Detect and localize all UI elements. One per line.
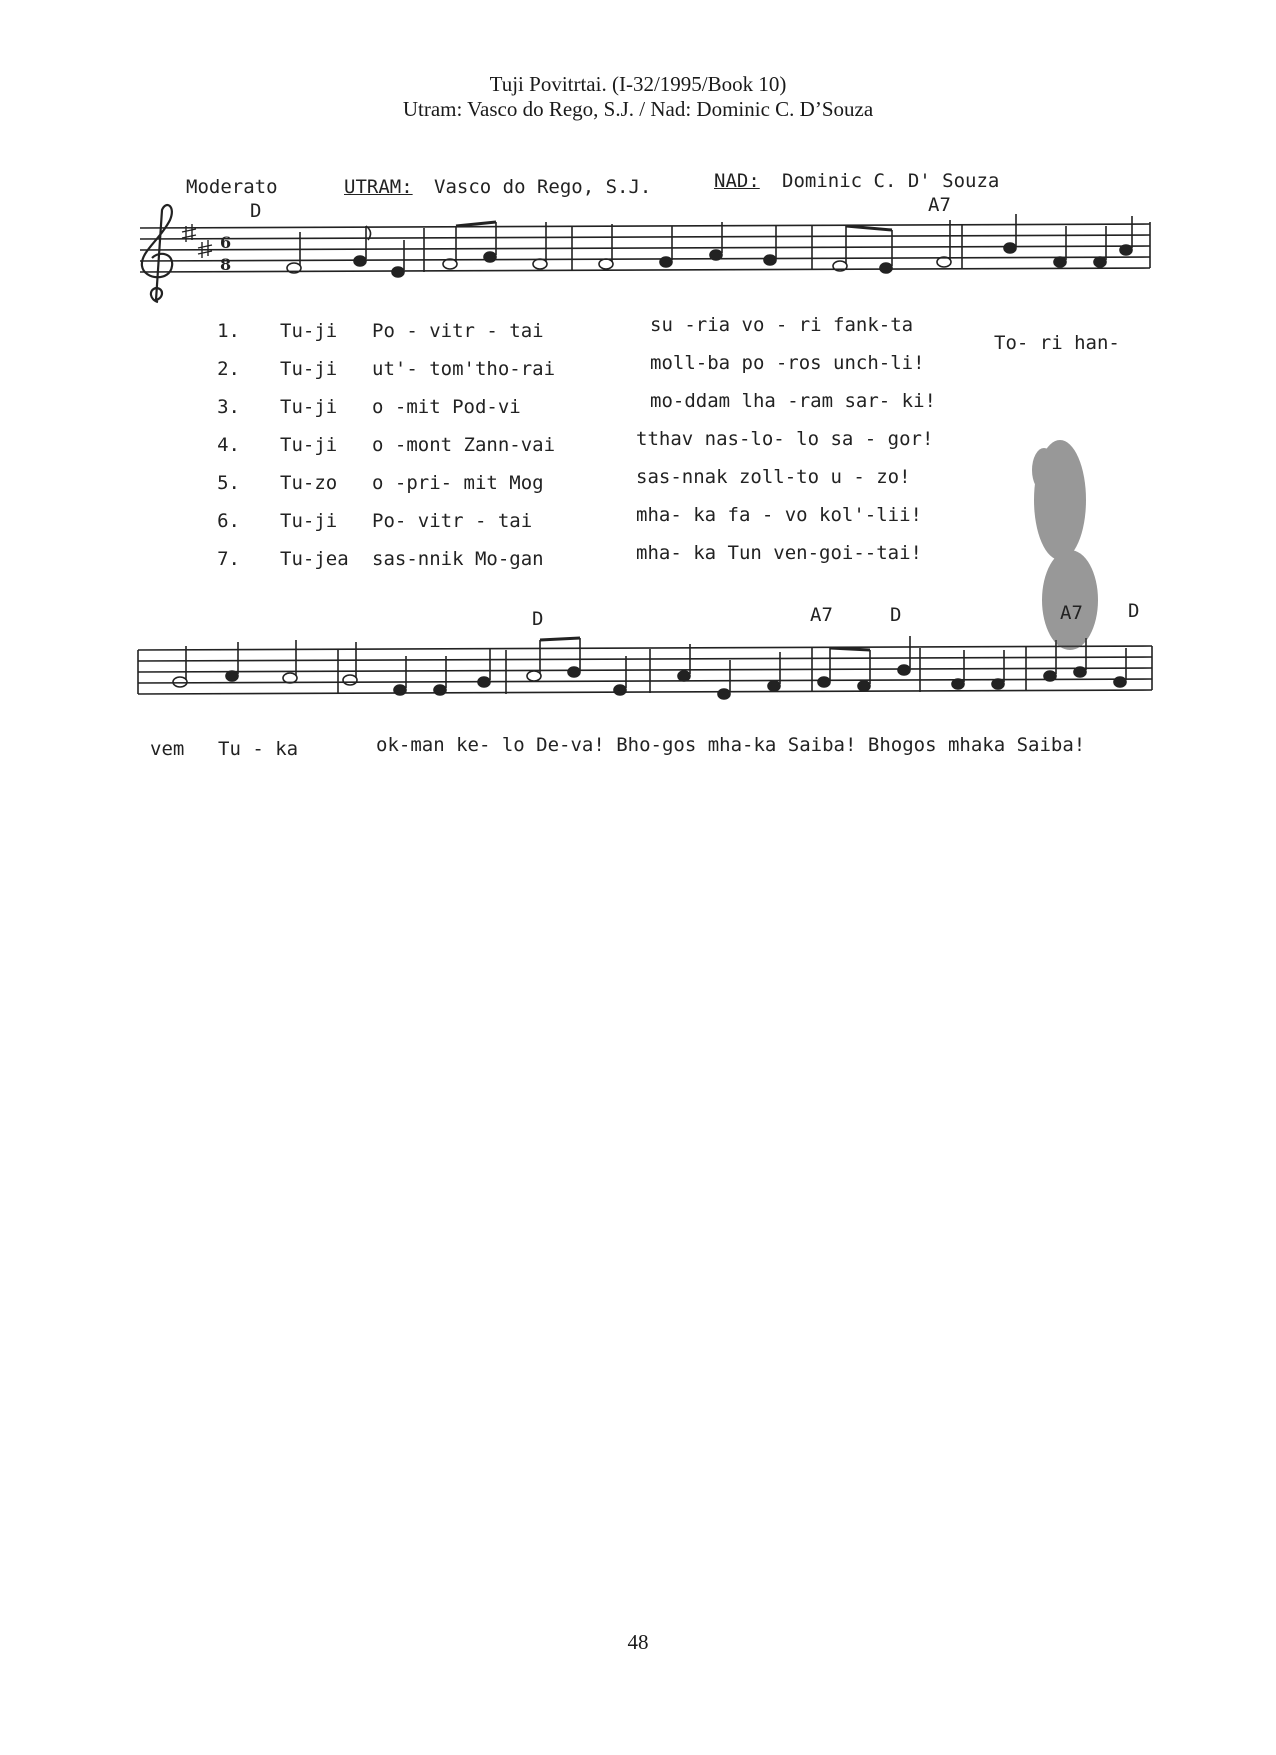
verse-lyric: Tu-zo (280, 472, 338, 494)
chord-symbol: D (890, 604, 902, 626)
svg-text:6: 6 (220, 233, 232, 252)
verse-lyric: moll-ba po -ros unch-li! (650, 352, 925, 374)
verse-lyric: Tu-ji (280, 510, 338, 532)
verse-lyric: Po- vitr - tai (372, 510, 533, 532)
chord-symbol: A7 (810, 604, 833, 626)
refrain-continuation: To- ri han- (994, 332, 1120, 354)
verse-number: 4. (217, 434, 240, 456)
page-number: 48 (627, 1630, 649, 1654)
verse-number: 1. (217, 320, 240, 342)
chord-symbol: D (250, 200, 262, 222)
refrain-lyric: Tu - ka (218, 738, 299, 760)
refrain-lyric: vem (150, 738, 185, 760)
verse-number: 7. (217, 548, 240, 570)
verse-number: 6. (217, 510, 240, 532)
verse-lyric: o -pri- mit Mog (372, 472, 544, 494)
page-subtitle: Utram: Vasco do Rego, S.J. / Nad: Dominic C. D’Souza (402, 97, 874, 121)
treble-clef (142, 205, 172, 302)
tempo-marking: Moderato (186, 176, 278, 198)
chord-symbol: A7 (928, 194, 951, 216)
verse-lyric: Tu-jea (280, 548, 349, 570)
verse-lyric: sas-nnak zoll-to u - zo! (636, 466, 911, 488)
verse-lyric: mha- ka fa - vo kol'-lii! (636, 504, 922, 526)
verse-lyric: Tu-ji (280, 396, 338, 418)
verse-lyric: Po - vitr - tai (372, 320, 544, 342)
page-title: Tuji Povitrtai. (I-32/1995/Book 10) (489, 72, 787, 96)
key-signature (182, 224, 212, 258)
nad-label: NAD: (714, 170, 760, 192)
chord-symbol: D (532, 608, 544, 630)
verse-number: 5. (217, 472, 240, 494)
verse-lyric: Tu-ji (280, 434, 338, 456)
verse-lyric: su -ria vo - ri fank-ta (650, 314, 914, 336)
chord-symbol: A7 (1060, 602, 1083, 624)
verse-number: 2. (217, 358, 240, 380)
music-score (0, 0, 1276, 760)
verse-number: 3. (217, 396, 240, 418)
verse-lyric: sas-nnik Mo-gan (372, 548, 544, 570)
refrain-lyric: ok-man ke- lo De-va! Bho-gos mha-ka Saiba! Bhogos mhaka Saiba! (376, 734, 1086, 756)
verse-lyric: Tu-ji (280, 358, 338, 380)
svg-text:8: 8 (220, 255, 232, 274)
staff-system-1 (140, 222, 1150, 272)
utram-label: UTRAM: (344, 176, 413, 198)
verse-lyric: ut'- tom'tho-rai (372, 358, 556, 380)
verse-lyric: tthav nas-lo- lo sa - gor! (636, 428, 934, 450)
chord-symbol: D (1128, 600, 1140, 622)
verse-lyric: o -mit Pod-vi (372, 396, 521, 418)
verse-lyric: mha- ka Tun ven-goi--tai! (636, 542, 922, 564)
verse-lyric: o -mont Zann-vai (372, 434, 556, 456)
nad-name: Dominic C. D' Souza (782, 170, 1000, 192)
verse-lyric: Tu-ji (280, 320, 338, 342)
verse-lyric: mo-ddam lha -ram sar- ki! (650, 390, 936, 412)
notes-system-1 (287, 214, 1132, 277)
time-signature (220, 233, 231, 274)
utram-name: Vasco do Rego, S.J. (434, 176, 652, 198)
